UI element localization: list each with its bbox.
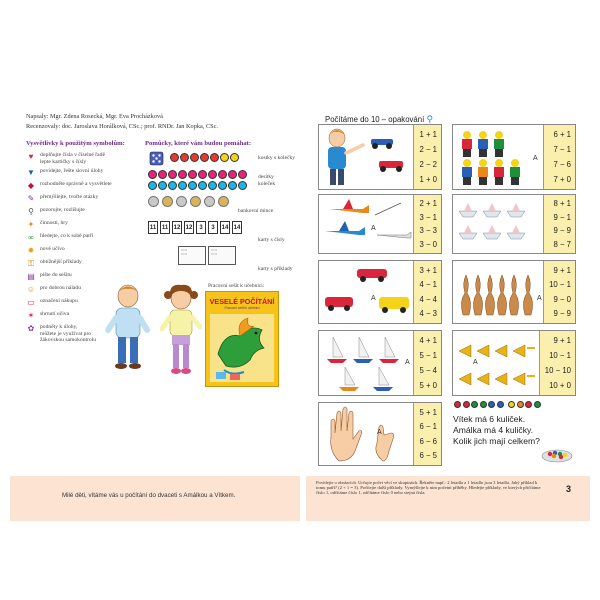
letter-a: A <box>537 295 542 302</box>
bead <box>178 170 187 179</box>
legend-item <box>26 168 136 178</box>
star-icon: ✶ <box>27 311 35 320</box>
word-problem-line: Vítek má 6 kuliček. <box>453 414 526 424</box>
coin <box>218 196 229 207</box>
paper-boats-picture <box>453 195 545 253</box>
link-icon: ∞ <box>28 233 34 242</box>
coin-row <box>148 196 229 207</box>
sum-item: 9 − 0 <box>553 294 571 304</box>
bead <box>168 170 177 179</box>
heart-icon: ♥ <box>28 152 34 161</box>
word-problem <box>453 414 540 447</box>
sum-item: 3 + 1 <box>419 265 437 275</box>
sum-item: 7 − 6 <box>553 160 571 169</box>
legend-text: rozhodněte správně a vysvětlete <box>40 181 112 187</box>
bead <box>218 181 227 190</box>
dice-icon <box>148 150 168 166</box>
page-title-text: Počítáme do 10 – opakování <box>325 115 425 124</box>
cars-picture <box>319 261 415 323</box>
sum-item: 9 + 1 <box>553 336 571 345</box>
bead <box>238 181 247 190</box>
bead <box>220 153 229 162</box>
letter-a: A <box>405 359 410 366</box>
aids-title: Pomůcky, které vám budou pomáhat: <box>145 140 252 147</box>
legend-text: podněty k úlohy, můžete je využívat pro žákovskou samokontrolu <box>40 324 97 343</box>
bead <box>208 181 217 190</box>
dice-aid <box>148 150 295 166</box>
exercise-block <box>318 260 442 324</box>
notebook-icon: ▤ <box>27 272 35 281</box>
excard-row <box>178 246 236 265</box>
bead <box>168 181 177 190</box>
pencil-icon: ✎ <box>27 194 35 203</box>
coin <box>148 196 159 207</box>
bead <box>158 181 167 190</box>
coins-aid <box>148 196 283 216</box>
eye-icon: ◆ <box>27 181 35 190</box>
sum-item: 7 − 1 <box>553 145 571 154</box>
legend-item <box>26 152 136 165</box>
bead <box>170 153 179 162</box>
sum-item: 1 + 1 <box>419 130 437 139</box>
number-card: 12 <box>184 221 194 234</box>
sum-item: 10 + 0 <box>549 381 571 390</box>
number-cards-aid <box>148 221 283 245</box>
sailboats-picture <box>319 331 415 395</box>
exercise-block <box>318 330 442 396</box>
sum-item: 8 − 7 <box>553 239 571 249</box>
number-card: 11 <box>160 221 170 234</box>
bead <box>180 153 189 162</box>
sum-item: 9 − 1 <box>553 212 571 222</box>
sum-item: 7 + 0 <box>553 175 571 184</box>
number-card: 12 <box>172 221 182 234</box>
sum-item: 1 + 0 <box>419 175 437 184</box>
number-card: 14 <box>220 221 230 234</box>
flower-icon: ✿ <box>27 324 35 333</box>
marble <box>497 401 504 408</box>
trumpets-picture <box>453 331 545 395</box>
number-card: 3 <box>196 221 206 234</box>
marbles-bowl-picture <box>540 446 574 464</box>
marble <box>480 401 487 408</box>
sum-item: 9 − 9 <box>553 309 571 319</box>
teacher-note: Povídejte o obrázcích. Určujte počet věcí ve skupinách. Řekněte např.: 2 letadla a 1 letadlo jsou 3 letadla. Jaký příklad k tomu patří? (2 + 1 = 3). Počítejte další příklady. Vymýšlejte k nim početní příběhy. Hledejte příklady, ve kterých přičítáme číslo 1, odčítáme číslo 1, odčítáme číslo 0 nebo stejná čísla. <box>316 480 541 496</box>
sum-column <box>543 261 575 323</box>
exercise-block <box>452 260 576 324</box>
marble <box>488 401 495 408</box>
puzzle-icon: ✦ <box>27 220 35 229</box>
letter-a: A <box>371 295 376 302</box>
bead-row <box>170 153 239 162</box>
sum-item: 10 − 1 <box>549 280 571 290</box>
reviewers-line: Recenzovaly: doc. Jaroslava Horálková, CSc.; prof. RNDr. Jan Kopka, CSc. <box>26 123 219 130</box>
sum-column <box>413 195 441 253</box>
bead <box>198 170 207 179</box>
sum-item: 2 − 2 <box>419 160 437 169</box>
sum-item: 2 − 1 <box>419 145 437 154</box>
sum-column <box>543 195 575 253</box>
example-card: ▭ ▭ ▭ ▭ <box>208 246 236 265</box>
bead <box>208 170 217 179</box>
letter-a: A <box>533 155 538 162</box>
legend-item <box>26 272 136 282</box>
sum-item: 6 − 1 <box>419 422 437 432</box>
sum-item: 5 − 4 <box>419 366 437 375</box>
dice-label: kostky s kolečky <box>258 155 295 161</box>
bead <box>238 170 247 179</box>
stamp-icon: ▭ <box>27 298 35 307</box>
legend-text: shrnutí učiva <box>40 311 70 317</box>
bead <box>218 170 227 179</box>
letter-a: A <box>473 359 478 366</box>
legend-item <box>26 181 136 191</box>
key-icon: ⚿ <box>27 259 35 268</box>
marble <box>508 401 515 408</box>
bead <box>190 153 199 162</box>
marble <box>471 401 478 408</box>
tens-aid <box>148 170 283 192</box>
credits <box>26 112 218 132</box>
number-card: 11 <box>148 221 158 234</box>
sum-item: 10 − 1 <box>549 351 571 360</box>
coin <box>204 196 215 207</box>
bead <box>188 181 197 190</box>
coin <box>176 196 187 207</box>
legend-text: hledejte, co k sobě patří <box>40 233 94 239</box>
sum-item: 4 − 3 <box>419 309 437 319</box>
marble <box>454 401 461 408</box>
legend-text: pro dobrou náladu <box>40 285 82 291</box>
cards-label: karty s čísly <box>258 237 285 243</box>
sum-column <box>543 125 575 189</box>
legend-text: nové učivo <box>40 246 65 252</box>
sum-item: 9 − 9 <box>553 226 571 236</box>
bowling-pins-picture <box>453 261 545 323</box>
bead <box>178 181 187 190</box>
coin <box>190 196 201 207</box>
bead <box>228 170 237 179</box>
legend-item <box>26 194 136 204</box>
airplanes-picture <box>319 195 415 253</box>
legend-text: činnosti, hry <box>40 220 68 226</box>
marble <box>525 401 532 408</box>
bead <box>148 170 157 179</box>
exercise-block <box>452 124 576 190</box>
lego-figures-picture <box>453 125 545 189</box>
marble <box>534 401 541 408</box>
workbook-subtitle: Pracovní sešit k učebnici <box>224 306 260 310</box>
number-card: 3 <box>208 221 218 234</box>
page-number: 3 <box>566 484 572 494</box>
sum-item: 5 + 1 <box>419 407 437 417</box>
bead <box>200 153 209 162</box>
legend-title: Vysvětlivky k použitým symbolům: <box>26 140 125 147</box>
word-problem-line: Amálka má 4 kuličky. <box>453 425 534 435</box>
marble <box>463 401 470 408</box>
bead <box>188 170 197 179</box>
letter-a: A <box>377 429 382 436</box>
exercise-block <box>318 124 442 190</box>
workbook-cover <box>205 291 279 387</box>
workbook-label: Pracovní sešit k učebnici: <box>208 283 265 289</box>
number-card: 14 <box>232 221 242 234</box>
smiley-icon: ☺ <box>26 285 36 294</box>
marbles-row <box>454 401 541 408</box>
legend-text: pozorujte, rozlišujte <box>40 207 85 213</box>
exercise-block <box>452 194 576 254</box>
bead <box>210 153 219 162</box>
tens-label: desítky koleček <box>258 174 276 187</box>
sum-column <box>413 261 441 323</box>
tens-row-2 <box>148 181 247 190</box>
bead <box>230 153 239 162</box>
sum-item: 5 − 1 <box>419 351 437 360</box>
sum-column <box>413 125 441 189</box>
sum-item: 5 + 0 <box>419 381 437 390</box>
exercise-block <box>452 330 576 396</box>
hands-picture <box>319 403 409 465</box>
boy-illustration <box>105 282 151 370</box>
workbook-title: VESELÉ POČÍTÁNÍ <box>209 297 275 306</box>
sum-item: 8 + 1 <box>553 199 571 209</box>
exercise-block <box>318 402 442 466</box>
sum-item: 4 − 1 <box>419 280 437 290</box>
sum-item: 3 − 3 <box>419 226 437 236</box>
coin <box>162 196 173 207</box>
sum-item: 4 − 4 <box>419 294 437 304</box>
exercise-block <box>318 194 442 254</box>
coins-label: bankovní mince <box>238 208 274 214</box>
sum-item: 9 + 1 <box>553 265 571 275</box>
sum-column <box>539 331 575 395</box>
sum-item: 6 − 5 <box>419 451 437 461</box>
card-row <box>148 221 242 234</box>
bead <box>198 181 207 190</box>
triangle-icon: ▼ <box>27 168 35 177</box>
legend-item <box>26 259 136 269</box>
example-card: ▭ ▭ ▭ ▭ <box>178 246 206 265</box>
legend-item <box>26 246 136 256</box>
legend-text: obtížnější příklady <box>40 259 82 265</box>
sum-item: 3 − 0 <box>419 239 437 249</box>
letter-a: A <box>371 225 376 232</box>
legend-text: doplňujte čísla v číselné řadě lepte kartičky s čísly <box>40 152 105 165</box>
authors-line: Napsaly: Mgr. Zdena Rosecká, Mgr. Eva Procházková <box>26 113 163 120</box>
sum-item: 2 + 1 <box>419 199 437 209</box>
marble <box>517 401 524 408</box>
word-problem-line: Kolik jich mají celkem? <box>453 436 540 446</box>
legend-item <box>26 220 136 230</box>
sum-column <box>413 331 441 395</box>
boy-cars-picture <box>319 125 415 189</box>
sun-icon: ✹ <box>27 246 35 255</box>
bead <box>228 181 237 190</box>
magnifier-icon: ⚲ <box>28 207 34 216</box>
examples-label: karty s příklady <box>258 266 293 272</box>
sum-column <box>413 403 441 465</box>
legend-text: pište do sešitu <box>40 272 72 278</box>
tens-row-1 <box>148 170 247 179</box>
legend-text: označení nákupu <box>40 298 78 304</box>
sum-item: 10 − 10 <box>544 366 571 375</box>
bead <box>148 181 157 190</box>
sum-item: 6 − 6 <box>419 436 437 446</box>
sum-item: 4 + 1 <box>419 336 437 345</box>
sum-item: 3 − 1 <box>419 212 437 222</box>
legend-text: povídejte, řešte slovní úlohy <box>40 168 104 174</box>
welcome-text: Milé děti, vítáme vás u počítání do dvaceti s Amálkou a Vítkem. <box>62 492 236 499</box>
sum-item: 6 + 1 <box>553 130 571 139</box>
magnifier-icon: ⚲ <box>426 114 434 124</box>
example-cards-aid <box>178 246 293 282</box>
girl-illustration <box>160 283 202 375</box>
legend-item <box>26 207 136 217</box>
bead <box>158 170 167 179</box>
legend-text: přemýšlejte, tvořte otázky <box>40 194 99 200</box>
legend-item <box>26 233 136 243</box>
dragon-illustration <box>210 314 274 382</box>
